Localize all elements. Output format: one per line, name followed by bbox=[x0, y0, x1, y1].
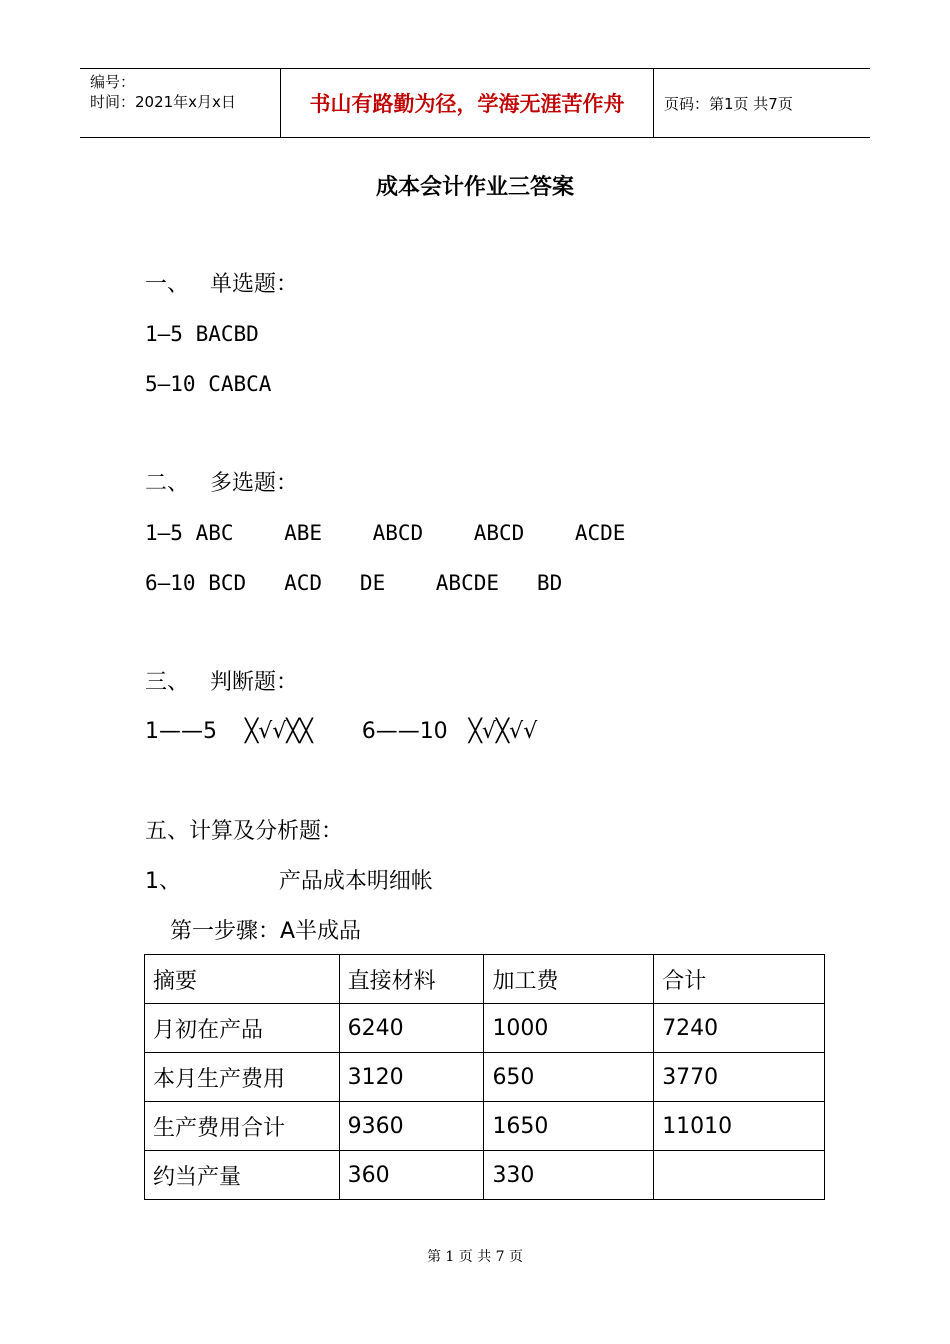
table-row bbox=[145, 1053, 825, 1102]
table-cell: 本月生产费用 bbox=[145, 1053, 340, 1102]
table-cell: 1650 bbox=[484, 1102, 654, 1151]
table-cell: 650 bbox=[484, 1053, 654, 1102]
single-choice-answers-1: 1—5 BACBD bbox=[145, 322, 259, 346]
true-false-heading: 三、 判断题： bbox=[145, 670, 298, 695]
calculation-item-1: 1、 产品成本明细帐 bbox=[145, 869, 433, 894]
table-cell: 3120 bbox=[339, 1053, 484, 1102]
table-cell: 月初在产品 bbox=[145, 1004, 340, 1053]
header-motto: 书山有路勤为径，学海无涯苦作舟 bbox=[281, 69, 654, 137]
table-cell: 1000 bbox=[484, 1004, 654, 1053]
page-header bbox=[80, 68, 870, 138]
table-cell: 360 bbox=[339, 1151, 484, 1200]
multiple-choice-answers-1: 1—5 ABC ABE ABCD ABCD ACDE bbox=[145, 521, 626, 545]
table-cell: 330 bbox=[484, 1151, 654, 1200]
table-row bbox=[145, 1151, 825, 1200]
table-header-row bbox=[145, 955, 825, 1004]
table-cell: 约当产量 bbox=[145, 1151, 340, 1200]
time-label: 时间：2021年x月x日 bbox=[90, 93, 236, 111]
true-false-answers: 1——5 ╳√√╳╳ 6——10 ╳√╳√√ bbox=[145, 719, 538, 744]
table-row bbox=[145, 1004, 825, 1053]
table-cell: 9360 bbox=[339, 1102, 484, 1151]
table-cell: 3770 bbox=[654, 1053, 825, 1102]
document-title: 成本会计作业三答案 bbox=[375, 175, 574, 200]
single-choice-answers-2: 5—10 CABCA bbox=[145, 372, 272, 396]
table-cell: 11010 bbox=[654, 1102, 825, 1151]
table-header-cell: 摘要 bbox=[145, 955, 340, 1004]
number-label: 编号： bbox=[90, 73, 136, 91]
table-cell: 生产费用合计 bbox=[145, 1102, 340, 1151]
table-header-cell: 加工费 bbox=[484, 955, 654, 1004]
multiple-choice-heading: 二、 多选题： bbox=[145, 471, 298, 496]
table-row bbox=[145, 1102, 825, 1151]
step-one-label: 第一步骤：A半成品 bbox=[170, 919, 362, 944]
page-footer: 第 1 页 共 7 页 bbox=[426, 1249, 524, 1265]
table-cell bbox=[654, 1151, 825, 1200]
table-header-cell: 合计 bbox=[654, 955, 825, 1004]
header-page-label: 页码：第1页 共7页 bbox=[664, 94, 793, 113]
header-info bbox=[80, 69, 281, 137]
calculation-heading: 五、计算及分析题： bbox=[145, 819, 344, 844]
table-header-cell: 直接材料 bbox=[339, 955, 484, 1004]
table-cell: 7240 bbox=[654, 1004, 825, 1053]
multiple-choice-answers-2: 6—10 BCD ACD DE ABCDE BD bbox=[145, 571, 563, 595]
table-cell: 6240 bbox=[339, 1004, 484, 1053]
cost-detail-table bbox=[144, 954, 825, 1200]
single-choice-heading: 一、 单选题： bbox=[145, 272, 298, 297]
